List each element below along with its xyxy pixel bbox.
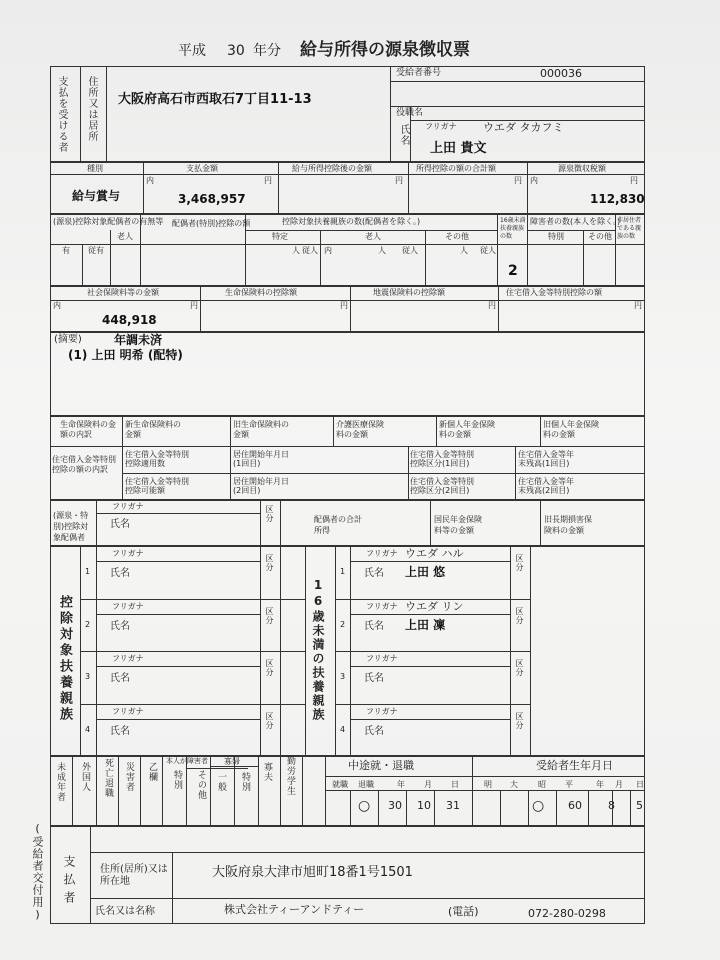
withholding-value: 112,830 — [590, 192, 645, 206]
furigana-label: フリガナ — [112, 706, 144, 716]
furigana-label: フリガナ — [425, 122, 457, 131]
furigana-label: フリガナ — [366, 654, 398, 663]
dependent-number: 3 — [85, 672, 91, 681]
housing-breakdown-label: 住宅借入金等特別控除の額の内訳 — [52, 455, 116, 474]
person-unit: 人 — [292, 246, 300, 255]
under16-label: 16歳未満扶養親族の数 — [500, 217, 526, 240]
form-title: 給与所得の源泉徴収票 — [300, 40, 470, 60]
showa-label: 昭 — [538, 780, 546, 789]
name-label: 氏名 — [364, 725, 384, 737]
furigana-label: フリガナ — [112, 502, 144, 511]
furigana-divider — [96, 666, 260, 667]
housing-count-label: 住宅借入金等特別控除適用数 — [125, 450, 189, 468]
row-divider — [80, 651, 305, 652]
status-col-divider — [96, 756, 97, 826]
disaster-label: 災害者 — [124, 762, 134, 792]
start1-label: 居住開始年月日(1回目) — [233, 450, 289, 468]
dependents-count-label: 控除対象扶養親族の数(配偶者を除く。) — [282, 217, 421, 226]
payee-name: 上田 貴文 — [430, 141, 487, 156]
leave-day: 31 — [446, 799, 460, 812]
payer-phone: 072-280-0298 — [528, 907, 606, 920]
special-label: 特別 — [172, 770, 182, 790]
special2-label: 特別 — [240, 772, 250, 792]
recipient-no: 000036 — [540, 67, 582, 80]
remarks-label: (摘要) — [54, 334, 82, 345]
payer-label: 支払者 — [62, 855, 76, 909]
status-col-divider — [325, 756, 326, 826]
general-label: 一般 — [216, 772, 226, 792]
remarks-line2: (1) 上田 明希 (配特) — [68, 348, 183, 362]
name-label: 氏名 — [110, 620, 130, 632]
kubun-label: 区分 — [515, 711, 524, 730]
old-life-label: 旧生命保険料の金額 — [233, 420, 289, 439]
status-col-divider — [406, 790, 407, 826]
kubun-label: 区分 — [265, 659, 274, 677]
foreigner-label: 外国人 — [80, 762, 90, 792]
child-name: 上田 凜 — [405, 617, 446, 632]
day-label: 日 — [451, 780, 459, 789]
row-divider — [335, 704, 530, 705]
furigana-divider — [96, 614, 260, 615]
address-label: 住所又は居所 — [86, 76, 97, 142]
under16-value: 2 — [508, 263, 518, 279]
payee-furigana: ウエダ タカフミ — [483, 121, 564, 134]
life-ins-label: 生命保険料の控除額 — [225, 288, 297, 297]
disabled-self-label: 本人が障害者 — [166, 757, 208, 765]
status-col-divider — [186, 756, 187, 826]
spouse-flag-label: (源泉)控除対象配偶者の有無等 — [53, 217, 164, 226]
death-label: 死亡退職 — [103, 758, 113, 798]
yen-mark: 円 — [514, 176, 522, 185]
spouse-income-label: 配偶者の合計所得 — [314, 515, 362, 535]
pension-label: 国民年金保険料等の金額 — [434, 515, 482, 535]
name-label: 氏名 — [110, 725, 130, 737]
kind1-label: 住宅借入金等特別控除区分(1回目) — [410, 450, 474, 468]
kubun-label: 区分 — [265, 606, 274, 625]
social-ins-value: 448,918 — [102, 313, 157, 327]
specific-label: 特定 — [272, 232, 288, 241]
status-col-divider — [280, 756, 281, 826]
widow-label: 寡婦 — [224, 757, 240, 766]
furigana-divider — [350, 666, 510, 667]
jurai-unit: 従人 — [480, 246, 496, 255]
furigana-divider — [350, 719, 510, 720]
furigana-label: フリガナ — [366, 706, 398, 716]
child-number: 1 — [340, 567, 346, 576]
yen-mark: 円 — [630, 176, 638, 185]
yen-mark: 円 — [395, 176, 403, 185]
payer-address-label: 住所(居所)又は所在地 — [100, 864, 168, 887]
name-label: 氏名 — [398, 124, 409, 146]
phone-label: (電話) — [448, 905, 479, 918]
name-label: 氏名 — [110, 673, 130, 684]
recipient-no-label: 受給者番号 — [396, 68, 442, 78]
withholding-label: 源泉徴収税額 — [558, 164, 606, 173]
kubun-label: 区分 — [515, 659, 524, 677]
kubun-label: 区分 — [515, 606, 524, 625]
kubun-label: 区分 — [265, 505, 274, 523]
name-label: 氏名 — [364, 620, 384, 632]
furigana-label: フリガナ — [112, 549, 144, 558]
child-name: 上田 悠 — [405, 565, 446, 579]
birth-label: 受給者生年月日 — [536, 759, 613, 772]
status-col-divider — [302, 756, 303, 826]
other-label: その他 — [445, 232, 469, 241]
status-col-divider — [588, 790, 589, 826]
taisho-label: 大 — [510, 780, 518, 789]
payment-value: 3,468,957 — [178, 192, 246, 206]
furigana-label: フリガナ — [112, 654, 144, 663]
midyear-label: 中途就・退職 — [348, 759, 414, 772]
status-col-divider — [140, 756, 141, 826]
spouse-label: (源泉・特別)控除対象配偶者 — [53, 511, 89, 542]
inner-mark: 内 — [146, 176, 154, 185]
hire-label: 就職 — [332, 780, 348, 789]
year-unit: 年分 — [253, 43, 281, 59]
furigana-label: フリガナ — [112, 601, 144, 611]
bal1-label: 住宅借入金等年末残高(1回目) — [518, 450, 574, 468]
elderly2-label: 老人 — [365, 232, 381, 241]
yen-mark: 円 — [634, 301, 642, 310]
dependent-number: 1 — [85, 567, 91, 576]
yen-mark: 円 — [264, 176, 272, 185]
jurai-unit: 従人 — [302, 246, 318, 255]
heisei-label: 平 — [565, 780, 573, 789]
other2-label: その他 — [588, 232, 612, 241]
yes-label: 有 — [62, 246, 70, 255]
bal2-label: 住宅借入金等年末残高(2回目) — [518, 477, 574, 495]
nonresident-label: 非居住者である親族の数 — [617, 217, 642, 240]
remarks-line1: 年調未済 — [114, 333, 163, 347]
meiji-label: 明 — [484, 780, 492, 789]
year-value: 30 — [227, 43, 245, 59]
child-number: 2 — [340, 619, 346, 629]
birth-year: 60 — [568, 799, 582, 812]
social-ins-label: 社会保険料等の金額 — [87, 288, 159, 297]
status-col-divider — [118, 756, 119, 826]
start2-label: 居住開始年月日(2回目) — [233, 477, 289, 495]
status-col-divider — [350, 790, 351, 826]
status-col-divider — [556, 790, 557, 826]
minor-label: 未成年者 — [55, 762, 65, 802]
payee-label: 支払を受ける者 — [56, 76, 67, 153]
care-label: 介護医療保険料の金額 — [336, 420, 384, 439]
name-label: 氏名 — [364, 568, 384, 579]
yen-mark: 円 — [190, 301, 198, 310]
furigana-divider — [96, 719, 260, 720]
dependent-number: 4 — [85, 724, 91, 734]
type-value: 給与賞与 — [72, 189, 121, 203]
status-col-divider — [162, 756, 163, 826]
housing-loan-label: 住宅借入金等特別控除の額 — [506, 288, 602, 297]
era-label: 平成 — [178, 43, 206, 59]
after-deduction-label: 給与所得控除後の金額 — [292, 164, 372, 173]
widower-label: 寡夫 — [262, 762, 272, 782]
status-col-divider — [258, 756, 259, 826]
name-label: 氏名 — [110, 519, 130, 530]
deduction-total-label: 所得控除の額の合計額 — [416, 164, 496, 173]
other-label: その他 — [196, 770, 206, 800]
quake-ins-label: 地震保険料の控除額 — [373, 288, 445, 297]
child-number: 4 — [340, 724, 346, 734]
kubun-label: 区分 — [515, 554, 524, 572]
status-col-divider — [434, 790, 435, 826]
birth-day: 5 — [636, 799, 643, 812]
leave-label: 退職 — [358, 780, 374, 789]
payer-name-label: 氏名又は名称 — [95, 906, 155, 917]
year-label: 年 — [397, 780, 405, 789]
status-col-divider — [72, 756, 73, 826]
special-label: 特別 — [548, 232, 564, 241]
year-label: 年 — [596, 780, 604, 789]
person-unit: 人 — [378, 246, 386, 255]
otsu-label: 乙欄 — [147, 762, 157, 782]
showa-mark: ○ — [532, 798, 545, 814]
status-col-divider — [210, 756, 211, 826]
new-pension-label: 新個人年金保険料の金額 — [439, 420, 495, 439]
student-label: 勤労学生 — [285, 756, 295, 796]
elderly-label: 老人 — [117, 232, 133, 241]
furigana-label: フリガナ — [366, 549, 398, 558]
name-label: 氏名 — [110, 568, 130, 579]
month-label: 月 — [615, 780, 623, 789]
furigana-divider — [96, 561, 260, 562]
dependent-number: 2 — [85, 619, 91, 629]
status-col-divider — [378, 790, 379, 826]
spouse-deduction-label: 配偶者(特別)控除の額 — [172, 219, 251, 228]
disabled-label: 障害者の数(本人を除く。) — [530, 217, 621, 226]
furigana-divider — [350, 614, 510, 615]
status-col-divider — [500, 790, 501, 826]
old-pension-label: 旧個人年金保険料の金額 — [543, 420, 599, 439]
leave-mark: ○ — [358, 798, 371, 814]
leave-month: 10 — [417, 799, 431, 812]
inner-mark: 内 — [53, 301, 61, 310]
yen-mark: 円 — [488, 301, 496, 310]
kubun-label: 区分 — [265, 711, 274, 730]
status-col-divider — [612, 790, 613, 826]
row-divider — [80, 599, 305, 600]
name-label: 氏名 — [364, 673, 384, 684]
kubun-label: 区分 — [265, 554, 274, 572]
birth-month: 8 — [608, 799, 615, 812]
payment-label: 支払金額 — [186, 164, 218, 173]
person-unit: 人 — [460, 246, 468, 255]
old-long-label: 旧長期損害保険料の金額 — [544, 515, 592, 535]
payer-name: 株式会社ティーアンドティー — [224, 903, 365, 916]
jurai-unit: 従人 — [402, 246, 418, 255]
type-label: 種別 — [87, 164, 103, 173]
status-col-divider — [234, 756, 235, 826]
child-furigana: ウエダ ハル — [405, 547, 464, 560]
kind2-label: 住宅借入金等特別控除区分(2回目) — [410, 477, 474, 495]
position-label: 役職名 — [396, 108, 424, 118]
jurai-label: 従有 — [88, 246, 104, 255]
life-breakdown-label: 生命保険料の金額の内訳 — [60, 420, 116, 439]
row-divider — [335, 651, 530, 652]
copy-note: (受給者交付用) — [31, 822, 44, 922]
status-col-divider — [630, 790, 631, 826]
child-number: 3 — [340, 672, 346, 681]
payer-address: 大阪府泉大津市旭町18番1号1501 — [212, 865, 413, 880]
furigana-divider — [350, 561, 510, 562]
new-life-label: 新生命保険料の金額 — [125, 420, 181, 439]
status-col-divider — [528, 790, 529, 826]
row-divider — [80, 704, 305, 705]
under16-section-label: 16歳未満の扶養親族 — [311, 578, 325, 722]
child-furigana: ウエダ リン — [405, 599, 464, 613]
yen-mark: 円 — [340, 301, 348, 310]
inner-mark: 内 — [324, 246, 332, 255]
leave-year: 30 — [388, 799, 402, 812]
housing-possible-label: 住宅借入金等特別控除可能額 — [125, 477, 189, 495]
day-label: 日 — [636, 780, 644, 789]
furigana-label: フリガナ — [366, 601, 398, 611]
month-label: 月 — [424, 780, 432, 789]
inner-mark: 内 — [530, 176, 538, 185]
dependents-label: 控除対象扶養親族 — [57, 595, 72, 723]
status-col-divider — [472, 756, 473, 826]
payee-address: 大阪府高石市西取石7丁目11-13 — [118, 92, 312, 107]
